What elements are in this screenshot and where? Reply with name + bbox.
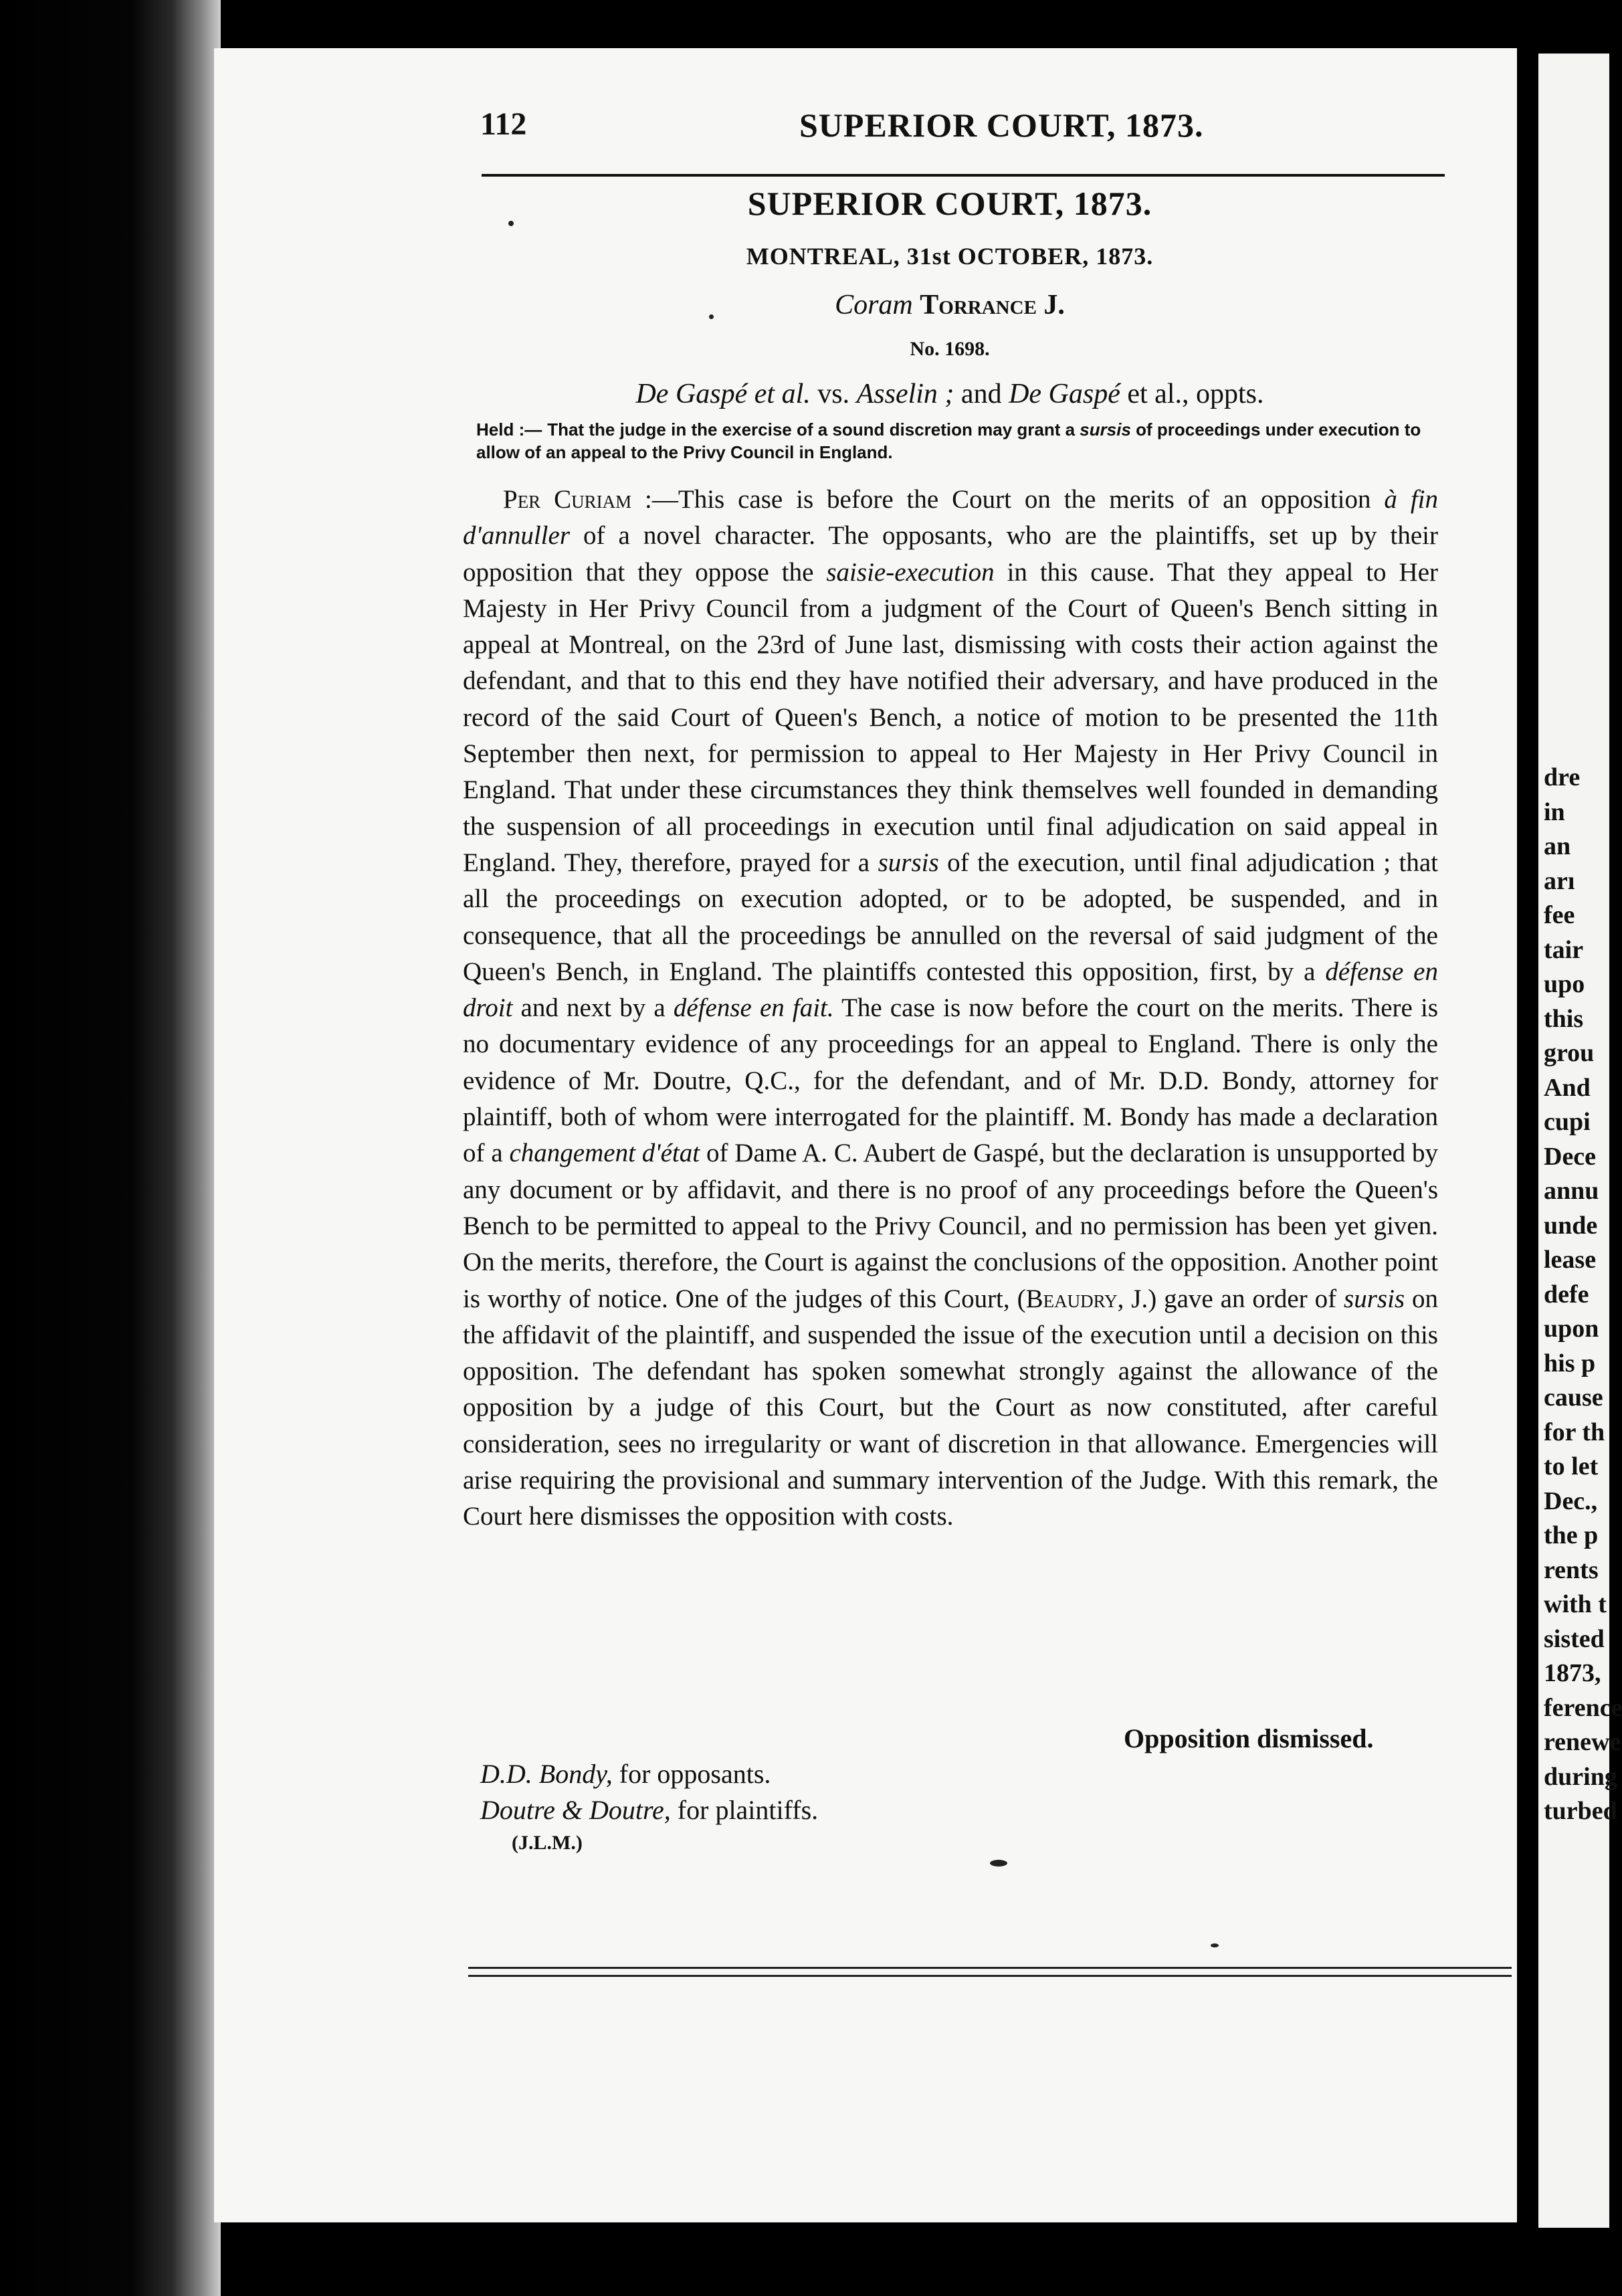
counsel-opposants-name: D.D. Bondy, <box>480 1759 613 1789</box>
headnote-text-a: That the judge in the exercise of a sound discretion may grant a <box>547 419 1080 440</box>
opinion-i7: sursis <box>1344 1284 1405 1313</box>
adjacent-page-fragment: ference <box>1544 1693 1622 1722</box>
parties-line <box>468 378 1431 410</box>
headnote-text-b: of proceedings under execution to allow of an appeal to the Privy Council in England. <box>476 419 1421 462</box>
adjacent-page-fragment: during <box>1544 1762 1617 1791</box>
adjacent-page-fragment: to let <box>1544 1452 1599 1480</box>
opinion-i4: défense en droit <box>463 957 1438 1023</box>
opinion-s9: on the affidavit of the plaintiff, and suspended the issue of the execution until a decision on this opposition. The defendant has spoken somewhat strongly against the allowance of the opposition by a judge of this Court, but the Court as now constituted, after careful consideration, sees no irregularity or want of discretion in that allowance. Emergencies will arise requiring the provisional and summary intervention of the Judge. With this remark, the Court here dismisses the opposition with costs. <box>463 1284 1439 1531</box>
headnote <box>476 418 1453 464</box>
opinion-s4: of the execution, until final adjudication ; that all the proceedings on execution adopted, or to be adopted, be suspended, and in consequence, that all the proceedings be annulled on the reversal of said judgment of the Queen's Bench, in England. The plaintiffs contested this opposition, first, by a <box>463 848 1438 986</box>
headnote-label: Held :— <box>476 419 542 440</box>
parties-vs: vs. <box>810 379 857 409</box>
disposition: Opposition dismissed. <box>1124 1723 1374 1753</box>
adjacent-page-fragment: grou <box>1544 1039 1595 1067</box>
adjacent-page-fragment: his p <box>1544 1349 1596 1377</box>
counsel-plaintiffs-role: for plaintiffs. <box>670 1795 819 1825</box>
opinion-s7: of Dame A. C. Aubert de Gaspé, but the declaration is unsupported by any document or by affidavit, and there is no proof of any proceedings before the Queen's Bench to be permitted to appeal to the Privy Council, and no permission has been yet given. On the merits, therefore, the Court is against the conclusions of the opposition. Another point is worthy of notice. One of the judges of this Court, ( <box>463 1139 1438 1313</box>
opinion-s1: :—This case is before the Court on the merits of an opposition <box>631 485 1385 514</box>
opinion-i1: à fin d'annuller <box>463 485 1439 551</box>
adjacent-page-fragment: with t <box>1544 1590 1607 1618</box>
adjacent-page-fragment: tair <box>1544 935 1584 964</box>
opinion-s5: and next by a <box>512 993 674 1023</box>
headnote-italic: sursis <box>1080 419 1131 440</box>
opinion-s8: , J.) gave an order of <box>1117 1284 1344 1313</box>
running-title: SUPERIOR COURT, 1873. <box>799 106 1204 144</box>
adjacent-page-fragment: upon <box>1544 1315 1599 1343</box>
reporter-initials: (J.L.M.) <box>512 1832 583 1854</box>
adjacent-page-fragment: arı <box>1544 866 1575 895</box>
parties-tail: et al., oppts. <box>1120 379 1264 409</box>
opinion-i5: défense en fait. <box>673 993 834 1023</box>
adjacent-page-fragment: dre <box>1544 763 1581 791</box>
court-title: SUPERIOR COURT, 1873. <box>747 185 1152 222</box>
opinion-i2: saisie-execution <box>826 557 995 587</box>
adjacent-page-fragment: sisted <box>1544 1624 1605 1653</box>
parties-and: and <box>954 379 1009 409</box>
per-curiam: Per Curiam <box>503 485 632 514</box>
party-3: De Gaspé <box>1009 379 1120 409</box>
opinion-body <box>463 482 1438 1535</box>
adjacent-page-fragment: annu <box>1544 1177 1599 1205</box>
adjacent-page-fragment: an <box>1544 832 1571 860</box>
date-line: MONTREAL, 31st OCTOBER, 1873. <box>746 243 1154 270</box>
page-edge <box>1517 40 1541 2241</box>
counsel-opposants-role: for opposants. <box>612 1759 771 1789</box>
adjacent-page-fragment: defe <box>1544 1280 1589 1309</box>
adjacent-page-fragment: unde <box>1544 1211 1598 1240</box>
adjacent-page-fragment: this <box>1544 1004 1584 1033</box>
adjacent-page-fragment: for th <box>1544 1418 1605 1446</box>
opinion-sc1: Beaudry <box>1025 1284 1118 1313</box>
counsel-plaintiffs <box>480 1794 818 1826</box>
adjacent-page-fragment: the p <box>1544 1521 1599 1549</box>
adjacent-page-fragment: turbed <box>1544 1797 1617 1825</box>
adjacent-page-fragment: in <box>1544 797 1565 826</box>
bottom-rule <box>468 1967 1512 1969</box>
scan-speck <box>508 221 514 226</box>
coram-judge: Torrance J. <box>920 290 1065 320</box>
scan-speck <box>709 314 714 319</box>
adjacent-page-fragment: Dec., <box>1544 1487 1598 1515</box>
opinion-paragraph <box>463 482 1438 1535</box>
scan-speck <box>990 1860 1007 1867</box>
book-gutter <box>0 0 221 2296</box>
adjacent-page-fragment: 1873, <box>1544 1659 1601 1687</box>
opinion-s6: The case is now before the court on the merits. There is no documentary evidence of any proceedings for an appeal to England. There is only the evidence of Mr. Doutre, Q.C., for the defendant, and of Mr. D.D. Bondy, attorney for plaintiff, both of whom were interrogated for the plaintiff. M. Bondy has made a declaration of a <box>463 993 1439 1168</box>
adjacent-page-fragment: rents <box>1544 1555 1599 1584</box>
coram-line <box>468 289 1431 321</box>
counsel-plaintiffs-name: Doutre & Doutre, <box>480 1795 671 1825</box>
adjacent-page-fragment: lease <box>1544 1246 1597 1274</box>
header-rule <box>482 174 1445 177</box>
page-number: 112 <box>480 106 527 142</box>
adjacent-page-fragment: cause <box>1544 1383 1603 1412</box>
scan-speck <box>1211 1943 1219 1947</box>
counsel-opposants <box>480 1758 771 1790</box>
opinion-i3: sursis <box>878 848 939 877</box>
adjacent-page-fragment: And <box>1544 1073 1591 1102</box>
opinion-i6: changement d'état <box>509 1139 700 1168</box>
opinion-s3: in this cause. That they appeal to Her Majesty in Her Privy Council from a judgment of the Court of Queen's Bench sitting in appeal at Montreal, on the 23rd of June last, dismissing with costs their action against the defendant, and that to this end they have notified their adversary, and have produced in the record of the said Court of Queen's Bench, a notice of motion to be presented the 11th September then next, for permission to appeal to Her Majesty in Her Privy Council in England. That under these circumstances they think themselves well founded in demanding the suspension of all proceedings in execution until final adjudication on said appeal in England. They, therefore, prayed for a <box>463 557 1438 877</box>
adjacent-page-fragment: fee <box>1544 901 1575 929</box>
adjacent-page-fragment: upo <box>1544 970 1585 998</box>
adjacent-page-fragment: Dece <box>1544 1142 1597 1171</box>
case-number: No. 1698. <box>910 338 990 360</box>
adjacent-page-edge <box>1538 54 1622 2228</box>
bottom-rule-2 <box>468 1975 1512 1977</box>
adjacent-page-fragment: renewe <box>1544 1728 1621 1756</box>
party-1: De Gaspé et al. <box>635 379 811 409</box>
coram-prefix: Coram <box>835 290 913 320</box>
party-2: Asselin ; <box>856 379 954 409</box>
opinion-s2: of a novel character. The opposants, who are the plaintiffs, set up by their opposition that they oppose the <box>463 521 1438 587</box>
adjacent-page-fragment: cupi <box>1544 1108 1591 1136</box>
